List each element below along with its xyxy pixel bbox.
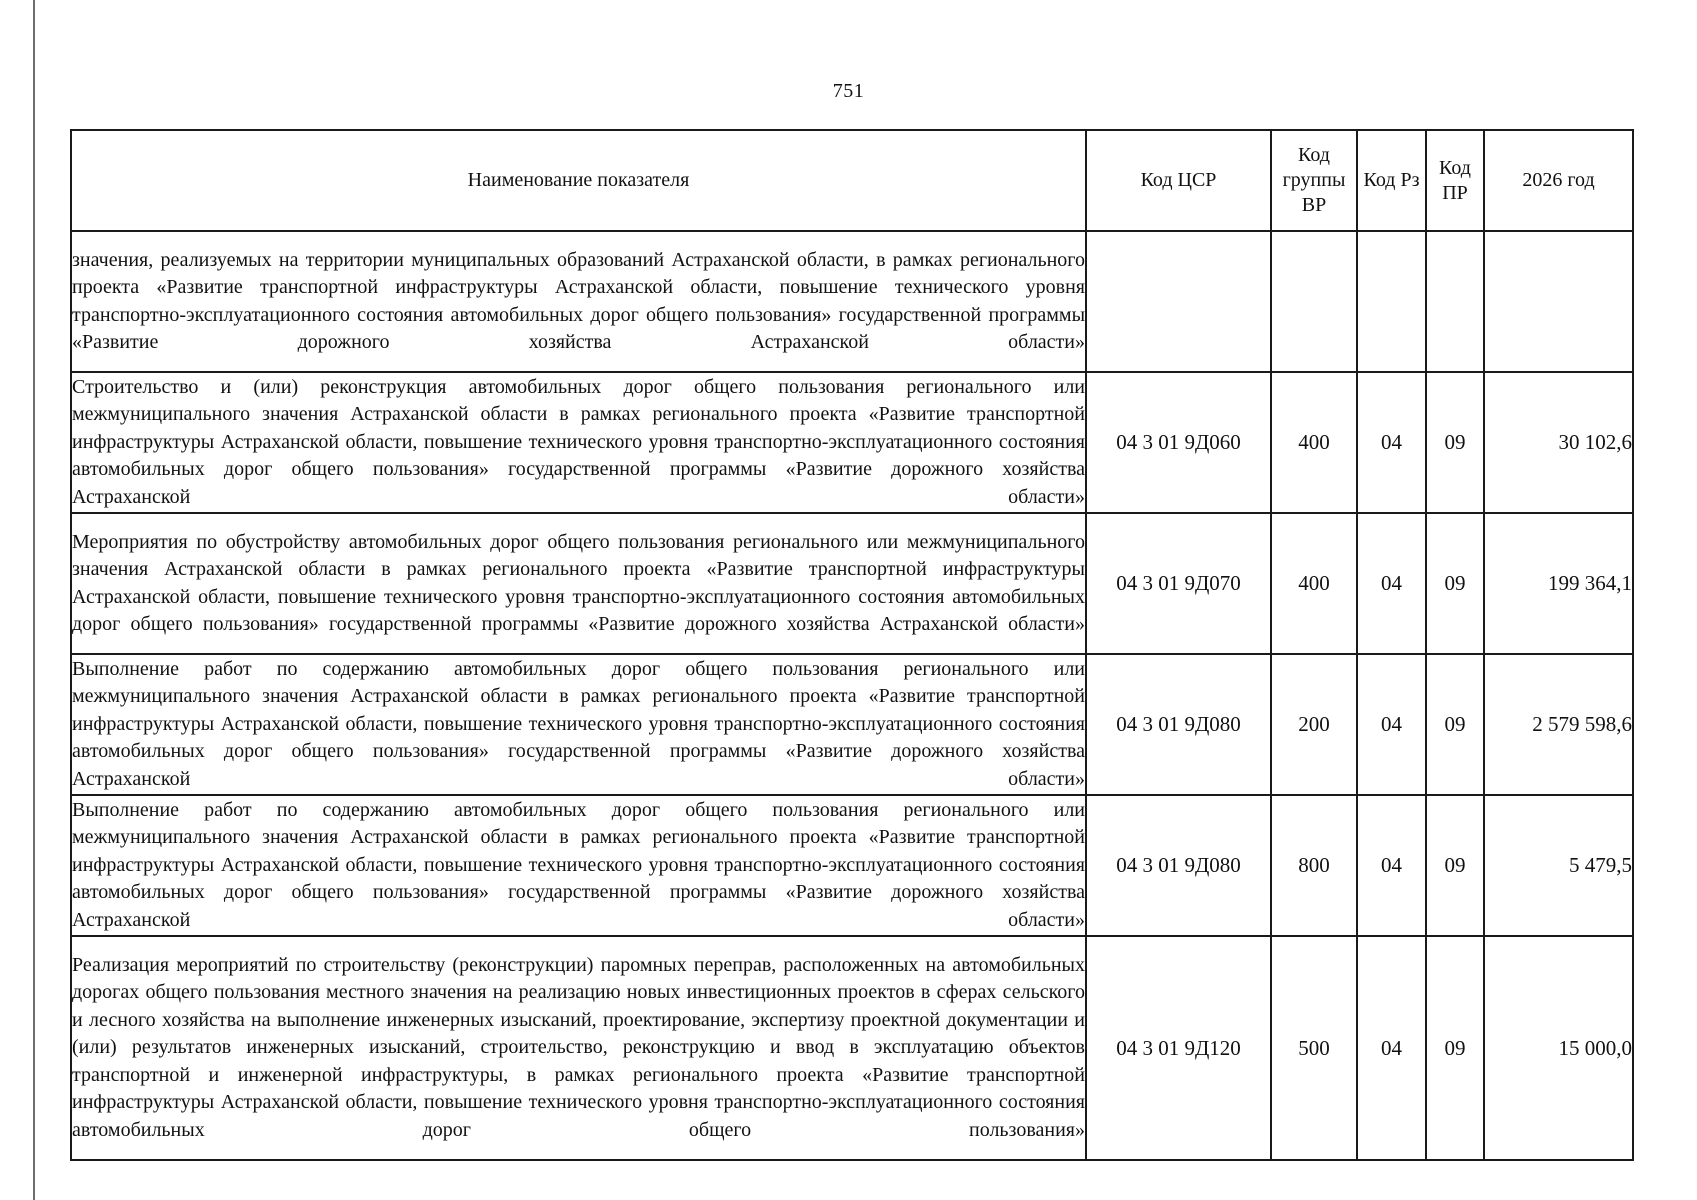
pr-code-cell: 09 xyxy=(1426,795,1484,936)
csr-code-cell: 04 3 01 9Д080 xyxy=(1086,654,1271,795)
csr-code-cell: 04 3 01 9Д070 xyxy=(1086,513,1271,654)
header-vr-group-code: Код группы ВР xyxy=(1271,130,1357,231)
header-year-2026: 2026 год xyxy=(1484,130,1633,231)
indicator-name-cell: Мероприятия по обустройству автомобильных дорог общего пользования регионального или межмуниципального значения Астраханской области в рамках регионального проекта «Развитие транспортной инфраструктуры Астраханской области, повышение технического уровня транспортно-эксплуатационного состояния автомобильных дорог общего пользования» государственной программы «Развитие дорожного хозяйства Астраханской области» xyxy=(71,513,1086,654)
csr-code-cell: 04 3 01 9Д060 xyxy=(1086,372,1271,513)
budget-table xyxy=(70,129,1634,1161)
pr-code-cell xyxy=(1426,231,1484,372)
csr-code-cell xyxy=(1086,231,1271,372)
table-row xyxy=(71,795,1633,936)
csr-code-cell: 04 3 01 9Д080 xyxy=(1086,795,1271,936)
vr-code-cell: 800 xyxy=(1271,795,1357,936)
amount-2026-cell: 199 364,1 xyxy=(1484,513,1633,654)
page-margin-line xyxy=(33,0,35,1200)
table-row xyxy=(71,372,1633,513)
rz-code-cell: 04 xyxy=(1357,795,1426,936)
table-row xyxy=(71,513,1633,654)
table-row xyxy=(71,654,1633,795)
amount-2026-cell: 15 000,0 xyxy=(1484,936,1633,1160)
vr-code-cell xyxy=(1271,231,1357,372)
pr-code-cell: 09 xyxy=(1426,372,1484,513)
amount-2026-cell: 30 102,6 xyxy=(1484,372,1633,513)
vr-code-cell: 500 xyxy=(1271,936,1357,1160)
page-number: 751 xyxy=(832,80,865,102)
header-csr-code: Код ЦСР xyxy=(1086,130,1271,231)
table-header-row xyxy=(71,130,1633,231)
pr-code-cell: 09 xyxy=(1426,936,1484,1160)
rz-code-cell: 04 xyxy=(1357,372,1426,513)
rz-code-cell xyxy=(1357,231,1426,372)
indicator-name-cell: значения, реализуемых на территории муниципальных образований Астраханской области, в рамках регионального проекта «Развитие транспортной инфраструктуры Астраханской области, повышение технического уровня транспортно-эксплуатационного состояния автомобильных дорог общего пользования» государственной программы «Развитие дорожного хозяйства Астраханской области» xyxy=(71,231,1086,372)
amount-2026-cell: 2 579 598,6 xyxy=(1484,654,1633,795)
csr-code-cell: 04 3 01 9Д120 xyxy=(1086,936,1271,1160)
rz-code-cell: 04 xyxy=(1357,513,1426,654)
indicator-name-cell: Выполнение работ по содержанию автомобильных дорог общего пользования регионального или межмуниципального значения Астраханской области в рамках регионального проекта «Развитие транспортной инфраструктуры Астраханской области, повышение технического уровня транспортно-эксплуатационного состояния автомобильных дорог общего пользования» государственной программы «Развитие дорожного хозяйства Астраханской области» xyxy=(71,795,1086,936)
pr-code-cell: 09 xyxy=(1426,513,1484,654)
header-rz-code: Код Рз xyxy=(1357,130,1426,231)
amount-2026-cell xyxy=(1484,231,1633,372)
indicator-name-cell: Выполнение работ по содержанию автомобильных дорог общего пользования регионального или межмуниципального значения Астраханской области в рамках регионального проекта «Развитие транспортной инфраструктуры Астраханской области, повышение технического уровня транспортно-эксплуатационного состояния автомобильных дорог общего пользования» государственной программы «Развитие дорожного хозяйства Астраханской области» xyxy=(71,654,1086,795)
rz-code-cell: 04 xyxy=(1357,936,1426,1160)
header-name: Наименование показателя xyxy=(71,130,1086,231)
rz-code-cell: 04 xyxy=(1357,654,1426,795)
table-row xyxy=(71,231,1633,372)
vr-code-cell: 200 xyxy=(1271,654,1357,795)
indicator-name-cell: Строительство и (или) реконструкция автомобильных дорог общего пользования регионального или межмуниципального значения Астраханской области в рамках регионального проекта «Развитие транспортной инфраструктуры Астраханской области, повышение технического уровня транспортно-эксплуатационного состояния автомобильных дорог общего пользования» государственной программы «Развитие дорожного хозяйства Астраханской области» xyxy=(71,372,1086,513)
vr-code-cell: 400 xyxy=(1271,372,1357,513)
table-row xyxy=(71,936,1633,1160)
header-pr-code: Код ПР xyxy=(1426,130,1484,231)
vr-code-cell: 400 xyxy=(1271,513,1357,654)
pr-code-cell: 09 xyxy=(1426,654,1484,795)
indicator-name-cell: Реализация мероприятий по строительству (реконструкции) паромных переправ, расположенных на автомобильных дорогах общего пользования местного значения на реализацию новых инвестиционных проектов в сферах сельского и лесного хозяйства на выполнение инженерных изысканий, проектирование, экспертизу проектной документации и (или) результатов инженерных изысканий, строительство, реконструкцию и ввод в эксплуатацию объектов транспортной и инженерной инфраструктуры, в рамках регионального проекта «Развитие транспортной инфраструктуры Астраханской области, повышение технического уровня транспортно-эксплуатационного состояния автомобильных дорог общего пользования» xyxy=(71,936,1086,1160)
amount-2026-cell: 5 479,5 xyxy=(1484,795,1633,936)
